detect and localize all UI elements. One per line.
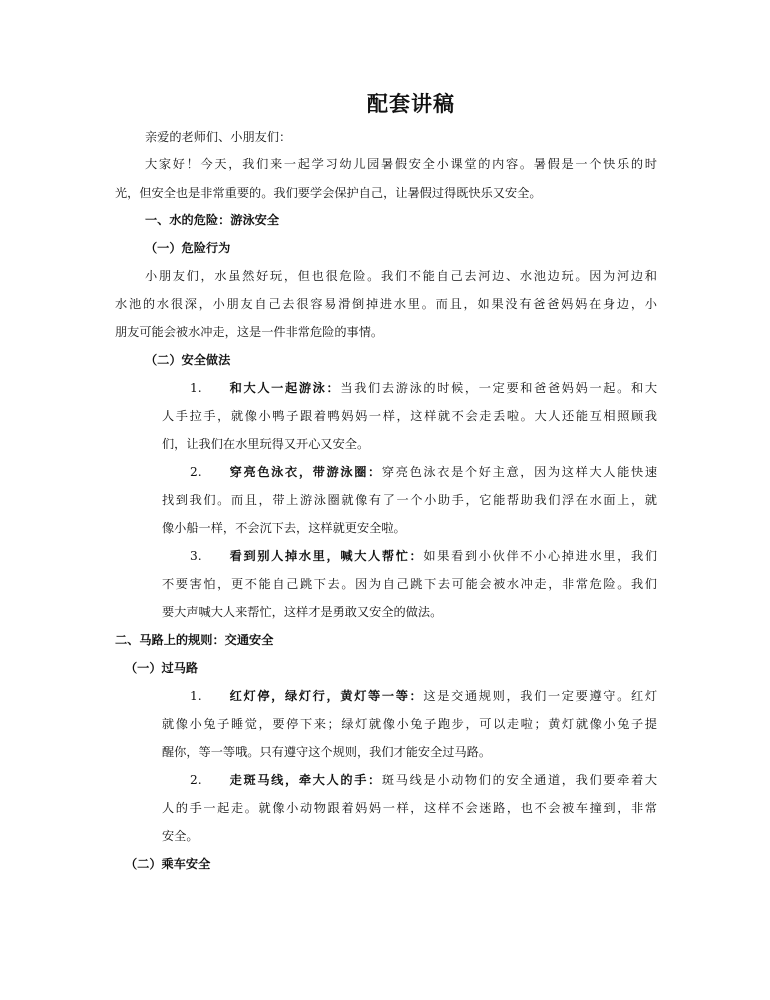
list-item-number: 2. — [190, 465, 202, 479]
list-item-text: 斑马线是小动物们的安全通道，我们要牵着大 — [381, 773, 658, 787]
list-item — [190, 464, 657, 480]
list-item-number: 1. — [190, 689, 202, 703]
section-1-heading: 一、水的危险：游泳安全 — [145, 213, 280, 227]
list-item-text: 如果看到小伙伴不小心掉进水里，我们 — [423, 549, 658, 563]
list-item-continuation: 像小船一样，不会沉下去，这样就更安全啦。 — [162, 521, 406, 535]
list-item-continuation: 就像小兔子睡觉，要停下来；绿灯就像小兔子跑步，可以走啦；黄灯就像小兔子提 — [162, 717, 657, 731]
section-1-sub-1-heading: （一）危险行为 — [145, 241, 231, 255]
list-item-text: 穿亮色泳衣是个好主意，因为这样大人能快速 — [381, 465, 658, 479]
danger-paragraph-line-1: 小朋友们，水虽然好玩，但也很危险。我们不能自己去河边、水池边玩。因为河边和 — [145, 269, 657, 283]
list-item-continuation: 人手拉手，就像小鸭子跟着鸭妈妈一样，这样就不会走丢啦。大人还能互相照顾我 — [162, 409, 657, 423]
list-item-continuation: 醒你，等一等哦。只有遵守这个规则，我们才能安全过马路。 — [162, 745, 492, 759]
list-item-number: 1. — [190, 381, 202, 395]
intro-line-2: 光，但安全也是非常重要的。我们要学会保护自己，让暑假过得既快乐又安全。 — [115, 186, 542, 200]
list-item — [190, 772, 657, 788]
list-item — [190, 380, 657, 396]
list-item-bold: 红灯停，绿灯行，黄灯等一等： — [228, 689, 424, 703]
danger-paragraph-line-2: 水池的水很深，小朋友自己去很容易滑倒掉进水里。而且，如果没有爸爸妈妈在身边，小 — [115, 297, 657, 311]
list-item-bold: 看到别人掉水里，喊大人帮忙： — [228, 549, 424, 563]
list-item-text: 当我们去游泳的时候，一定要和爸爸妈妈一起。和大 — [340, 381, 658, 395]
section-1-sub-2-heading: （二）安全做法 — [145, 353, 231, 367]
list-item-number: 2. — [190, 773, 202, 787]
greeting: 亲爱的老师们、小朋友们： — [145, 130, 292, 144]
list-item-continuation: 不要害怕，更不能自己跳下去。因为自己跳下去可能会被水冲走，非常危险。我们 — [162, 577, 657, 591]
list-item-bold: 和大人一起游泳： — [228, 381, 341, 395]
section-2-sub-1-heading: （一）过马路 — [125, 661, 199, 675]
intro-line-1: 大家好！今天，我们来一起学习幼儿园暑假安全小课堂的内容。暑假是一个快乐的时 — [145, 157, 657, 171]
list-item-continuation: 们，让我们在水里玩得又开心又安全。 — [162, 437, 370, 451]
page-title: 配套讲稿 — [367, 92, 455, 116]
list-item-continuation: 人的手一起走。就像小动物跟着妈妈一样，这样不会迷路，也不会被车撞到，非常 — [162, 801, 657, 815]
list-item-continuation: 安全。 — [162, 829, 199, 843]
list-item-continuation: 要大声喊大人来帮忙，这样才是勇敢又安全的做法。 — [162, 605, 443, 619]
list-item-bold: 走斑马线，牵大人的手： — [228, 773, 382, 787]
list-item-text: 这是交通规则，我们一定要遵守。红灯 — [423, 689, 658, 703]
list-item — [190, 688, 657, 704]
list-item — [190, 548, 657, 564]
list-item-continuation: 找到我们。而且，带上游泳圈就像有了一个小助手，它能帮助我们浮在水面上，就 — [162, 493, 657, 507]
list-item-bold: 穿亮色泳衣，带游泳圈： — [228, 465, 382, 479]
section-2-sub-2-heading: （二）乘车安全 — [125, 857, 211, 871]
danger-paragraph-line-3: 朋友可能会被水冲走，这是一件非常危险的事情。 — [115, 325, 384, 339]
section-2-heading: 二、马路上的规则：交通安全 — [115, 633, 274, 647]
list-item-number: 3. — [190, 549, 202, 563]
